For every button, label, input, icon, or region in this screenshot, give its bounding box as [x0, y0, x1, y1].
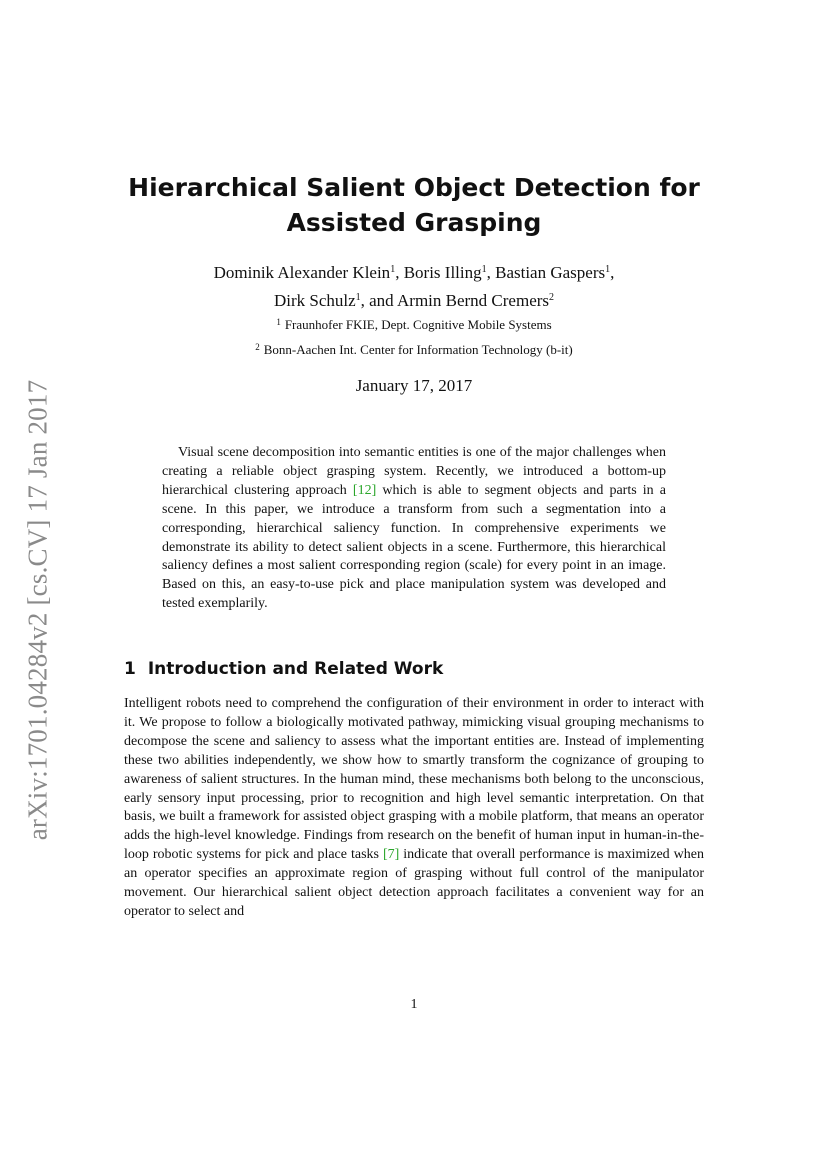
author-separator: , — [610, 263, 615, 282]
author-list — [100, 259, 728, 315]
introduction-paragraph — [124, 695, 704, 922]
publication-date: January 17, 2017 — [355, 376, 473, 395]
affiliation-2 — [100, 341, 728, 359]
arxiv-identifier-stamp: arXiv:1701.04284v2 [cs.CV] 17 Jan 2017 — [22, 379, 53, 841]
paragraph-text: Intelligent robots need to comprehend the configuration of their environment in order to interact with it. We propose to follow a biologically motivated pathway, mimicking visual grouping mechanisms to decompose the scene and saliency to assess what the important entities are. Instead of implementing these two abilities independently, we show how to smartly transform the cognizance of grouping to awareness of salient structures. In the human mind, these mechanisms both belong to the unconscious, early sensory input processing, prior to recognition and high level semantic interpretation. On that basis, we built a framework for assisted object grasping with a mobile platform, that means an operator adds the high-level knowledge. Findings from research on the benefit of human input in human-in-the-loop robotic systems for pick and place tasks — [124, 696, 704, 863]
abstract-text: which is able to segment objects and parts in a scene. In this paper, we introduce a transform from such a segmentation into a corresponding, hierarchical saliency function. In comprehensive experiments we demonstrate its ability to detect salient objects in a scene. Furthermore, this hierarchical saliency defines a most salient corresponding region (scale) for every point in an image. Based on this, an easy-to-use pick and place manipulation system was developed and tested exemplarily. — [162, 482, 666, 612]
author-separator: , — [486, 263, 496, 282]
affiliation-text: Fraunhofer FKIE, Dept. Cognitive Mobile Systems — [284, 317, 552, 332]
author-affiliation-mark: 1 — [390, 264, 396, 275]
affiliation-mark: 1 — [276, 317, 281, 327]
citation-link[interactable]: [12] — [352, 482, 377, 498]
author-name: Dirk Schulz — [273, 291, 356, 310]
affiliation-mark: 2 — [255, 342, 260, 352]
paper-title — [100, 170, 728, 240]
citation-link[interactable]: [7] — [382, 847, 400, 863]
affiliation-1 — [100, 316, 728, 334]
page-number: 1 — [410, 997, 418, 1012]
title-line-2: Assisted Grasping — [286, 208, 542, 237]
author-separator: , — [395, 263, 404, 282]
author-affiliation-mark: 2 — [549, 292, 555, 303]
title-line-1: Hierarchical Salient Object Detection for — [128, 173, 700, 202]
author-name: Bastian Gaspers — [495, 263, 606, 282]
affiliation-text: Bonn-Aachen Int. Center for Information Technology (b-it) — [263, 342, 573, 357]
section-title: Introduction and Related Work — [147, 659, 444, 679]
section-number: 1 — [124, 659, 136, 679]
author-name: Armin Bernd Cremers — [397, 291, 550, 310]
abstract — [162, 444, 666, 614]
author-affiliation-mark: 1 — [605, 264, 611, 275]
author-separator: , and — [360, 291, 397, 310]
abstract-text: Visual scene decomposition into semantic entities is one of the major challenges when creating a reliable object grasping system. Recently, we introduced a bottom-up hierarchical clustering approach — [162, 445, 666, 498]
author-name: Boris Illing — [403, 263, 482, 282]
author-name: Dominik Alexander Klein — [213, 263, 391, 282]
author-affiliation-mark: 1 — [481, 264, 487, 275]
section-heading — [124, 657, 443, 681]
author-affiliation-mark: 1 — [355, 292, 361, 303]
paragraph-text: indicate that overall performance is maximized when an operator specifies an approximate region of grasping without full control of the manipulator movement. Our hierarchical salient object detection approach facilitates a convenient way for an operator to select and — [124, 847, 704, 919]
